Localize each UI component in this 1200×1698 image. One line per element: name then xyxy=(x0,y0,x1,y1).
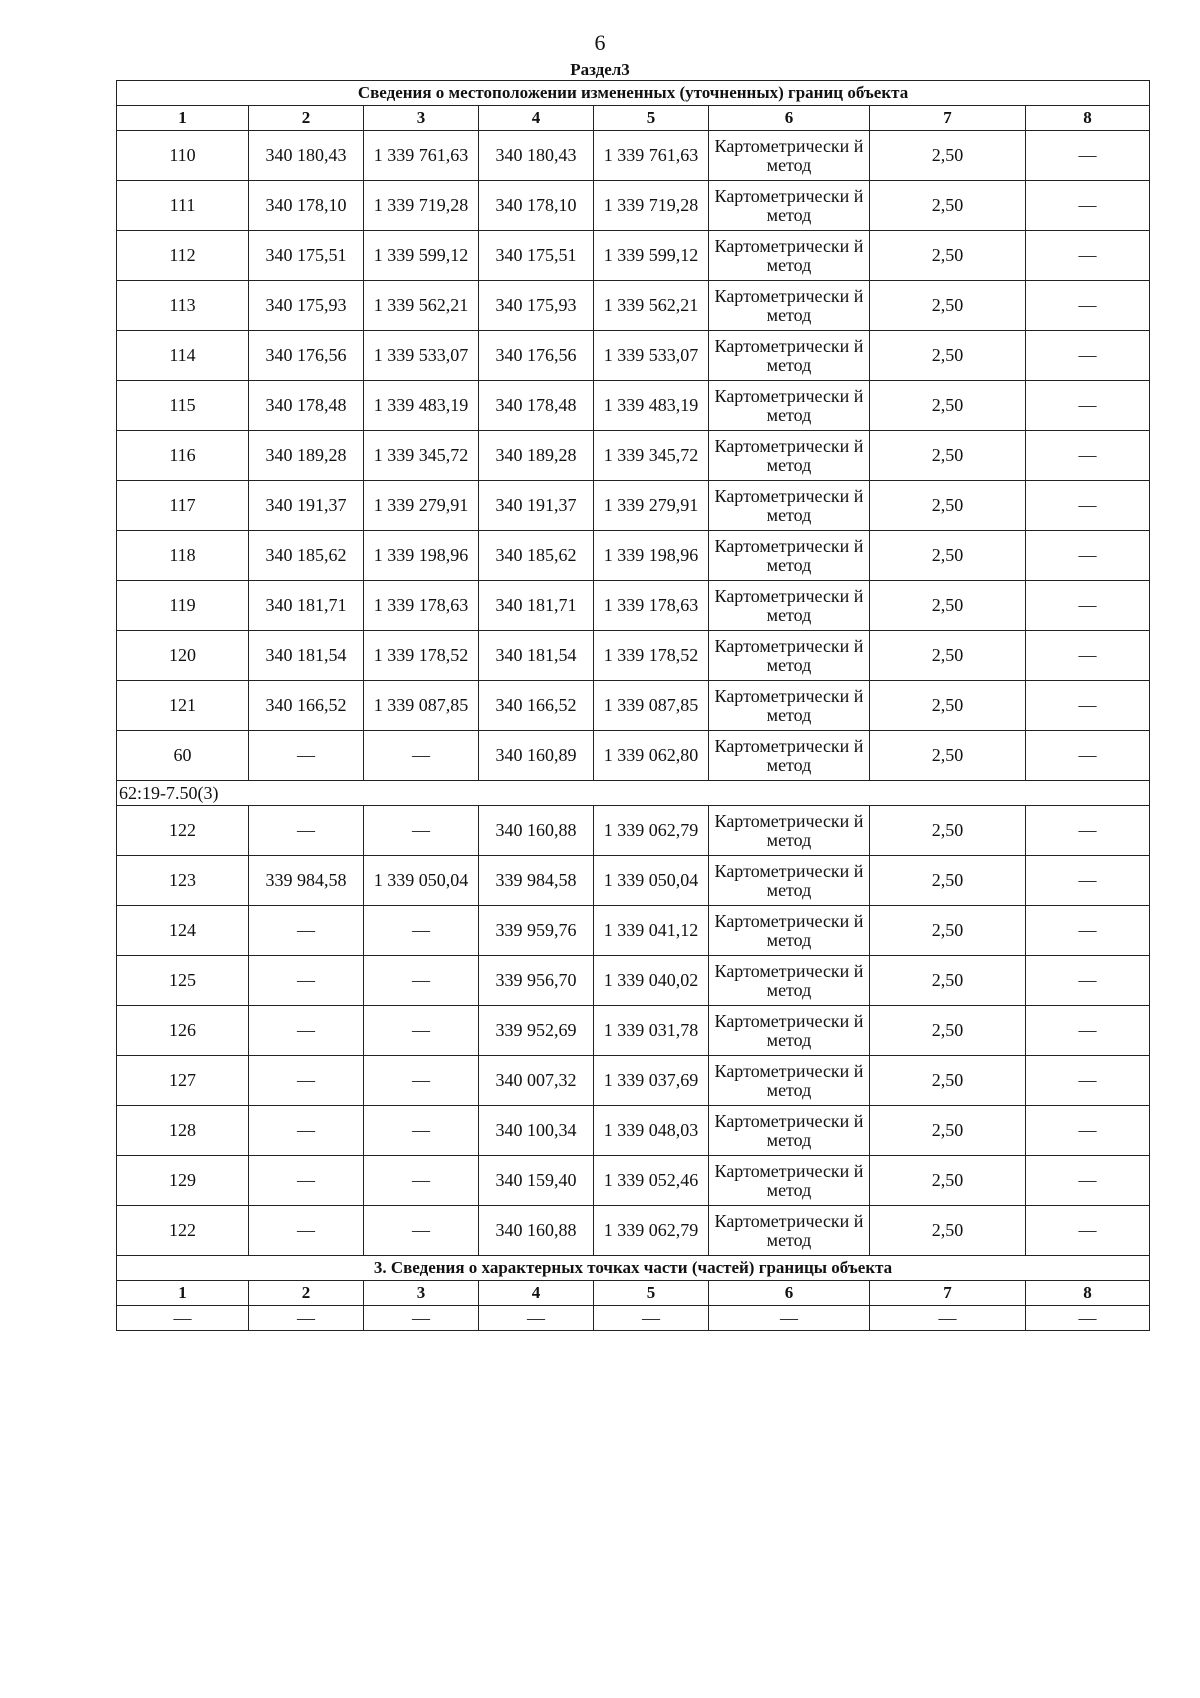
table-cell: 1 339 279,91 xyxy=(594,481,709,531)
coordinates-table xyxy=(116,80,1150,1331)
method-cell: Картометрически й метод xyxy=(709,531,870,581)
table-cell: 340 185,62 xyxy=(249,531,364,581)
table-cell: — xyxy=(1026,231,1150,281)
table-cell: — xyxy=(1026,731,1150,781)
table-cell: 1 339 178,52 xyxy=(364,631,479,681)
table-cell: 1 339 050,04 xyxy=(364,856,479,906)
table-cell: 1 339 533,07 xyxy=(594,331,709,381)
table-cell: 128 xyxy=(117,1106,249,1156)
table-cell: 1 339 719,28 xyxy=(364,181,479,231)
table-row xyxy=(117,181,1150,231)
table-cell: — xyxy=(364,1006,479,1056)
table-cell: 1 339 533,07 xyxy=(364,331,479,381)
method-cell: Картометрически й метод xyxy=(709,1106,870,1156)
table-row xyxy=(117,1006,1150,1056)
table-cell: 340 175,93 xyxy=(249,281,364,331)
table-cell: — xyxy=(1026,281,1150,331)
table-cell: 2,50 xyxy=(870,806,1026,856)
method-cell: Картометрически й метод xyxy=(709,856,870,906)
method-cell: Картометрически й метод xyxy=(709,806,870,856)
table-cell: 1 339 198,96 xyxy=(594,531,709,581)
table-cell: — xyxy=(364,906,479,956)
table-row xyxy=(117,231,1150,281)
table-cell: 1 339 062,79 xyxy=(594,806,709,856)
table-cell: 60 xyxy=(117,731,249,781)
table-cell: 1 339 345,72 xyxy=(364,431,479,481)
column-header: 6 xyxy=(709,1281,870,1306)
table-cell: — xyxy=(364,1206,479,1256)
table-cell: — xyxy=(1026,181,1150,231)
table-cell: 115 xyxy=(117,381,249,431)
column-header: 1 xyxy=(117,106,249,131)
table-cell: 123 xyxy=(117,856,249,906)
table-cell: 124 xyxy=(117,906,249,956)
column-header: 8 xyxy=(1026,1281,1150,1306)
table-cell: 339 984,58 xyxy=(479,856,594,906)
table-cell: — xyxy=(1026,1156,1150,1206)
table-cell: 118 xyxy=(117,531,249,581)
table-cell: 1 339 599,12 xyxy=(364,231,479,281)
table-cell: 2,50 xyxy=(870,631,1026,681)
method-cell: Картометрически й метод xyxy=(709,281,870,331)
table-cell: — xyxy=(364,956,479,1006)
table-cell: 339 956,70 xyxy=(479,956,594,1006)
table-cell: 1 339 599,12 xyxy=(594,231,709,281)
table-cell: 340 160,89 xyxy=(479,731,594,781)
method-cell: Картометрически й метод xyxy=(709,581,870,631)
table-cell: 1 339 087,85 xyxy=(594,681,709,731)
table-cell: — xyxy=(1026,131,1150,181)
table-cell: 340 181,54 xyxy=(249,631,364,681)
table-cell: 1 339 178,63 xyxy=(364,581,479,631)
table-caption-row xyxy=(117,81,1150,106)
table-row xyxy=(117,956,1150,1006)
table-cell: 1 339 052,46 xyxy=(594,1156,709,1206)
table-cell: 119 xyxy=(117,581,249,631)
method-cell: Картометрически й метод xyxy=(709,1006,870,1056)
table-row xyxy=(117,131,1150,181)
table-cell: 340 181,71 xyxy=(249,581,364,631)
table-cell: 339 959,76 xyxy=(479,906,594,956)
table-cell: — xyxy=(1026,381,1150,431)
table-cell: 120 xyxy=(117,631,249,681)
table-cell: — xyxy=(1026,331,1150,381)
section3-header-row xyxy=(117,1281,1150,1306)
column-header: 3 xyxy=(364,106,479,131)
table-cell: 1 339 062,79 xyxy=(594,1206,709,1256)
table-cell: — xyxy=(249,1106,364,1156)
table-cell: 340 100,34 xyxy=(479,1106,594,1156)
column-header: 3 xyxy=(364,1281,479,1306)
table-cell: 122 xyxy=(117,1206,249,1256)
table-cell: 110 xyxy=(117,131,249,181)
table-cell: 2,50 xyxy=(870,281,1026,331)
section3-caption: 3. Сведения о характерных точках части (частей) границы объекта xyxy=(117,1256,1150,1281)
method-cell: Картометрически й метод xyxy=(709,481,870,531)
table-row xyxy=(117,631,1150,681)
table-cell: 340 175,51 xyxy=(479,231,594,281)
method-cell: Картометрически й метод xyxy=(709,181,870,231)
table-row xyxy=(117,806,1150,856)
table-cell: 129 xyxy=(117,1156,249,1206)
table-cell: — xyxy=(249,731,364,781)
table-cell: 113 xyxy=(117,281,249,331)
method-cell: Картометрически й метод xyxy=(709,231,870,281)
table-cell: 340 181,54 xyxy=(479,631,594,681)
table-cell: 340 160,88 xyxy=(479,1206,594,1256)
table-row xyxy=(117,581,1150,631)
table-cell: — xyxy=(1026,906,1150,956)
table-cell: — xyxy=(1026,856,1150,906)
table-cell: 1 339 719,28 xyxy=(594,181,709,231)
table-cell: 2,50 xyxy=(870,1156,1026,1206)
method-cell: Картометрически й метод xyxy=(709,431,870,481)
table-cell: 1 339 761,63 xyxy=(594,131,709,181)
table-row xyxy=(117,331,1150,381)
empty-row xyxy=(117,1306,1150,1331)
table-cell: 2,50 xyxy=(870,856,1026,906)
table-cell: — xyxy=(249,1056,364,1106)
table-cell: 1 339 562,21 xyxy=(594,281,709,331)
table-cell: 340 189,28 xyxy=(479,431,594,481)
table-cell: 1 339 345,72 xyxy=(594,431,709,481)
section3-caption-row xyxy=(117,1256,1150,1281)
table-cell: — xyxy=(249,1306,364,1331)
page-number: 6 xyxy=(594,30,606,55)
table-cell: 340 007,32 xyxy=(479,1056,594,1106)
table-cell: 112 xyxy=(117,231,249,281)
table-cell: 1 339 761,63 xyxy=(364,131,479,181)
table-cell: 340 176,56 xyxy=(249,331,364,381)
column-header: 6 xyxy=(709,106,870,131)
table-cell: 1 339 040,02 xyxy=(594,956,709,1006)
table-cell: 116 xyxy=(117,431,249,481)
table-cell: 1 339 178,63 xyxy=(594,581,709,631)
table-cell: 340 178,10 xyxy=(249,181,364,231)
table-cell: 121 xyxy=(117,681,249,731)
table-cell: 127 xyxy=(117,1056,249,1106)
column-header: 1 xyxy=(117,1281,249,1306)
table-row xyxy=(117,1056,1150,1106)
table-cell: — xyxy=(364,806,479,856)
table-cell: 125 xyxy=(117,956,249,1006)
table-cell: — xyxy=(364,1056,479,1106)
table-cell: — xyxy=(1026,806,1150,856)
table-cell: 1 339 041,12 xyxy=(594,906,709,956)
method-cell: Картометрически й метод xyxy=(709,956,870,1006)
table-cell: 2,50 xyxy=(870,431,1026,481)
table-cell: — xyxy=(709,1306,870,1331)
table-cell: — xyxy=(1026,681,1150,731)
table-cell: 340 175,93 xyxy=(479,281,594,331)
column-header: 7 xyxy=(870,1281,1026,1306)
table-cell: — xyxy=(1026,531,1150,581)
table-cell: 339 984,58 xyxy=(249,856,364,906)
table-cell: 340 185,62 xyxy=(479,531,594,581)
table-cell: 2,50 xyxy=(870,681,1026,731)
table-cell: — xyxy=(364,1306,479,1331)
table-cell: 1 339 562,21 xyxy=(364,281,479,331)
table-cell: 339 952,69 xyxy=(479,1006,594,1056)
table-cell: 2,50 xyxy=(870,1106,1026,1156)
table-cell: 1 339 483,19 xyxy=(364,381,479,431)
table-cell: 340 191,37 xyxy=(479,481,594,531)
table-cell: — xyxy=(479,1306,594,1331)
table-cell: — xyxy=(249,956,364,1006)
method-cell: Картометрически й метод xyxy=(709,906,870,956)
table-cell: — xyxy=(1026,1206,1150,1256)
table-cell: — xyxy=(1026,1006,1150,1056)
table-cell: 1 339 178,52 xyxy=(594,631,709,681)
table-cell: — xyxy=(249,1006,364,1056)
group-label-row xyxy=(117,781,1150,806)
table-cell: — xyxy=(249,1156,364,1206)
table-cell: — xyxy=(1026,431,1150,481)
table-row xyxy=(117,481,1150,531)
table-row xyxy=(117,431,1150,481)
column-header: 8 xyxy=(1026,106,1150,131)
table-cell: — xyxy=(364,1106,479,1156)
table-cell: 117 xyxy=(117,481,249,531)
table-cell: 2,50 xyxy=(870,731,1026,781)
table-cell: — xyxy=(249,1206,364,1256)
table-cell: 340 178,10 xyxy=(479,181,594,231)
table-row xyxy=(117,1206,1150,1256)
table-cell: 340 166,52 xyxy=(249,681,364,731)
table-cell: 2,50 xyxy=(870,581,1026,631)
column-header: 2 xyxy=(249,106,364,131)
table-cell: — xyxy=(1026,1106,1150,1156)
column-header: 2 xyxy=(249,1281,364,1306)
table-cell: 1 339 198,96 xyxy=(364,531,479,581)
table-cell: — xyxy=(1026,1056,1150,1106)
table-row xyxy=(117,1156,1150,1206)
table-cell: 2,50 xyxy=(870,956,1026,1006)
table-cell: 340 191,37 xyxy=(249,481,364,531)
table-cell: 1 339 279,91 xyxy=(364,481,479,531)
column-header-row xyxy=(117,106,1150,131)
table-cell: 122 xyxy=(117,806,249,856)
method-cell: Картометрически й метод xyxy=(709,131,870,181)
table-cell: 340 175,51 xyxy=(249,231,364,281)
method-cell: Картометрически й метод xyxy=(709,681,870,731)
table-cell: — xyxy=(249,906,364,956)
table-cell: 2,50 xyxy=(870,531,1026,581)
table-cell: 340 166,52 xyxy=(479,681,594,731)
table-row xyxy=(117,281,1150,331)
table-cell: 2,50 xyxy=(870,481,1026,531)
method-cell: Картометрически й метод xyxy=(709,1206,870,1256)
method-cell: Картометрически й метод xyxy=(709,631,870,681)
table-cell: 1 339 062,80 xyxy=(594,731,709,781)
table-cell: 2,50 xyxy=(870,1056,1026,1106)
table-cell: — xyxy=(1026,956,1150,1006)
table-cell: 2,50 xyxy=(870,131,1026,181)
table-cell: 340 159,40 xyxy=(479,1156,594,1206)
table-cell: 111 xyxy=(117,181,249,231)
table-row xyxy=(117,1106,1150,1156)
table-cell: 2,50 xyxy=(870,1206,1026,1256)
table-cell: — xyxy=(249,806,364,856)
table-cell: 2,50 xyxy=(870,331,1026,381)
column-header: 5 xyxy=(594,106,709,131)
table-row xyxy=(117,906,1150,956)
table-cell: 340 189,28 xyxy=(249,431,364,481)
method-cell: Картометрически й метод xyxy=(709,1156,870,1206)
table-cell: 1 339 048,03 xyxy=(594,1106,709,1156)
table-caption: Сведения о местоположении измененных (уточненных) границ объекта xyxy=(117,81,1150,106)
table-cell: 1 339 483,19 xyxy=(594,381,709,431)
table-cell: 340 178,48 xyxy=(249,381,364,431)
method-cell: Картометрически й метод xyxy=(709,731,870,781)
table-cell: — xyxy=(1026,1306,1150,1331)
table-cell: — xyxy=(1026,581,1150,631)
table-cell: — xyxy=(870,1306,1026,1331)
table-cell: 340 176,56 xyxy=(479,331,594,381)
table-cell: 340 180,43 xyxy=(249,131,364,181)
table-cell: 1 339 031,78 xyxy=(594,1006,709,1056)
table-cell: — xyxy=(117,1306,249,1331)
table-cell: 340 180,43 xyxy=(479,131,594,181)
table-cell: 1 339 087,85 xyxy=(364,681,479,731)
table-cell: — xyxy=(594,1306,709,1331)
table-cell: 2,50 xyxy=(870,1006,1026,1056)
table-cell: 2,50 xyxy=(870,181,1026,231)
method-cell: Картометрически й метод xyxy=(709,331,870,381)
column-header: 7 xyxy=(870,106,1026,131)
table-cell: 340 160,88 xyxy=(479,806,594,856)
table-cell: 1 339 050,04 xyxy=(594,856,709,906)
table-cell: 2,50 xyxy=(870,231,1026,281)
table-row xyxy=(117,856,1150,906)
method-cell: Картометрически й метод xyxy=(709,1056,870,1106)
method-cell: Картометрически й метод xyxy=(709,381,870,431)
table-cell: — xyxy=(1026,481,1150,531)
table-cell: 1 339 037,69 xyxy=(594,1056,709,1106)
table-row xyxy=(117,381,1150,431)
table-cell: 126 xyxy=(117,1006,249,1056)
table-cell: 340 181,71 xyxy=(479,581,594,631)
table-cell: 2,50 xyxy=(870,381,1026,431)
column-header: 5 xyxy=(594,1281,709,1306)
column-header: 4 xyxy=(479,106,594,131)
table-row xyxy=(117,681,1150,731)
table-cell: — xyxy=(1026,631,1150,681)
table-cell: 2,50 xyxy=(870,906,1026,956)
column-header: 4 xyxy=(479,1281,594,1306)
section-title: Раздел3 xyxy=(570,60,630,79)
table-row xyxy=(117,531,1150,581)
table-cell: 114 xyxy=(117,331,249,381)
table-row xyxy=(117,731,1150,781)
table-cell: — xyxy=(364,731,479,781)
table-cell: — xyxy=(364,1156,479,1206)
group-label: 62:19-7.50(3) xyxy=(117,781,1150,806)
table-cell: 340 178,48 xyxy=(479,381,594,431)
